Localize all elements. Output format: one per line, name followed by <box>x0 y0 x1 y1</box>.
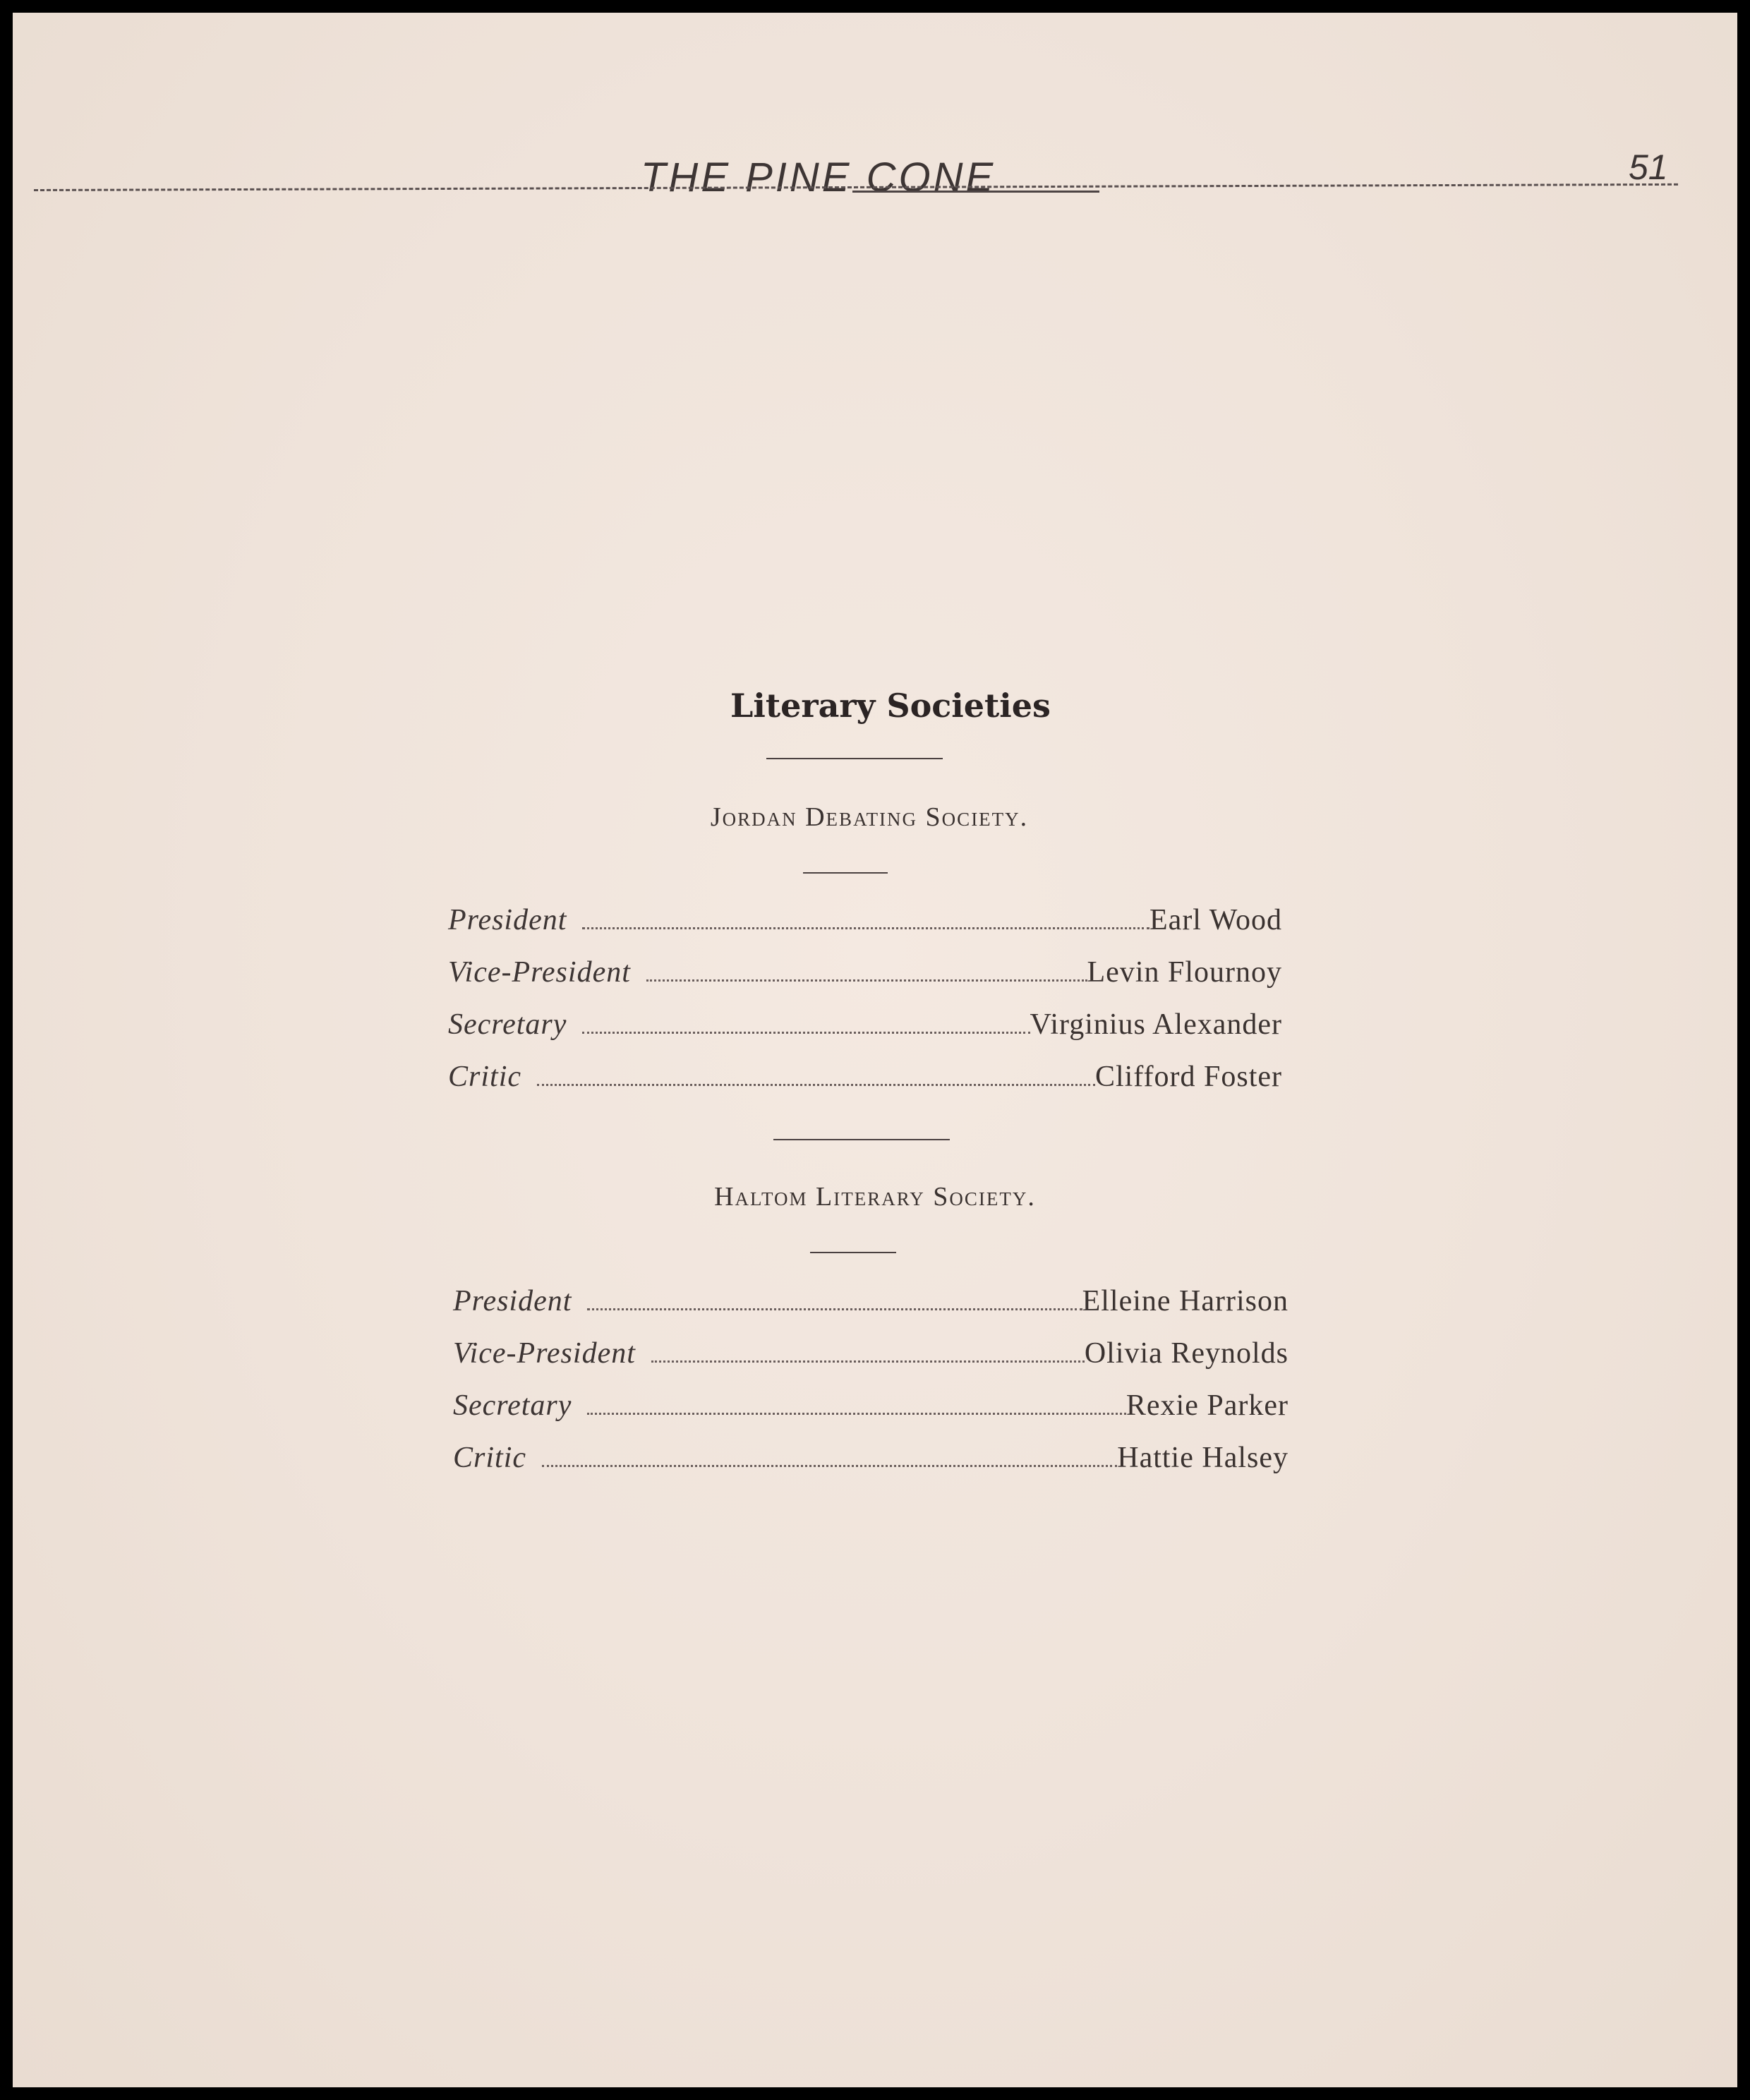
officer-role: Critic <box>448 1061 522 1093</box>
officer-list-haltom <box>453 1284 1289 1493</box>
society-divider <box>803 872 888 874</box>
officer-name: Rexie Parker <box>1126 1389 1289 1422</box>
officer-row <box>453 1336 1289 1389</box>
page-number: 51 <box>1629 147 1668 187</box>
society-name-haltom: Haltom Literary Society. <box>714 1182 1036 1212</box>
header-rule-segment <box>852 191 1099 193</box>
dot-leader <box>582 927 1149 929</box>
page-title: Literary Societies <box>730 687 1051 725</box>
officer-role: President <box>453 1285 572 1317</box>
document-page <box>13 13 1737 2087</box>
officer-role: Secretary <box>448 1008 567 1041</box>
dot-leader <box>542 1465 1117 1467</box>
officer-row <box>453 1441 1289 1493</box>
society-name-jordan: Jordan Debating Society. <box>710 802 1029 832</box>
officer-row <box>453 1284 1289 1336</box>
title-divider <box>766 758 943 759</box>
officer-name: Olivia Reynolds <box>1084 1337 1289 1370</box>
dot-leader <box>646 979 1087 982</box>
officer-name: Virginius Alexander <box>1030 1008 1282 1041</box>
dot-leader <box>537 1084 1095 1086</box>
officer-name: Elleine Harrison <box>1082 1285 1289 1317</box>
officer-row <box>448 903 1282 955</box>
running-title: THE PINE CONE <box>641 155 996 200</box>
officer-name: Clifford Foster <box>1094 1061 1282 1093</box>
section-divider <box>773 1139 950 1140</box>
dot-leader <box>582 1032 1030 1034</box>
dot-leader <box>651 1360 1085 1363</box>
officer-row <box>448 1060 1282 1112</box>
officer-role: Critic <box>453 1442 527 1474</box>
officer-name: Levin Flournoy <box>1087 956 1282 989</box>
officer-role: President <box>448 904 567 936</box>
officer-name: Hattie Halsey <box>1117 1442 1289 1474</box>
officer-role: Secretary <box>453 1389 572 1422</box>
dot-leader <box>587 1413 1126 1415</box>
officer-row <box>453 1389 1289 1441</box>
officer-row <box>448 1008 1282 1060</box>
officer-role: Vice-President <box>448 956 631 989</box>
running-header <box>13 147 1737 203</box>
dot-leader <box>587 1308 1082 1310</box>
officer-row <box>448 955 1282 1008</box>
officer-role: Vice-President <box>453 1337 636 1370</box>
officer-list-jordan <box>448 903 1282 1112</box>
officer-name: Earl Wood <box>1149 904 1282 936</box>
society-divider <box>810 1252 896 1253</box>
